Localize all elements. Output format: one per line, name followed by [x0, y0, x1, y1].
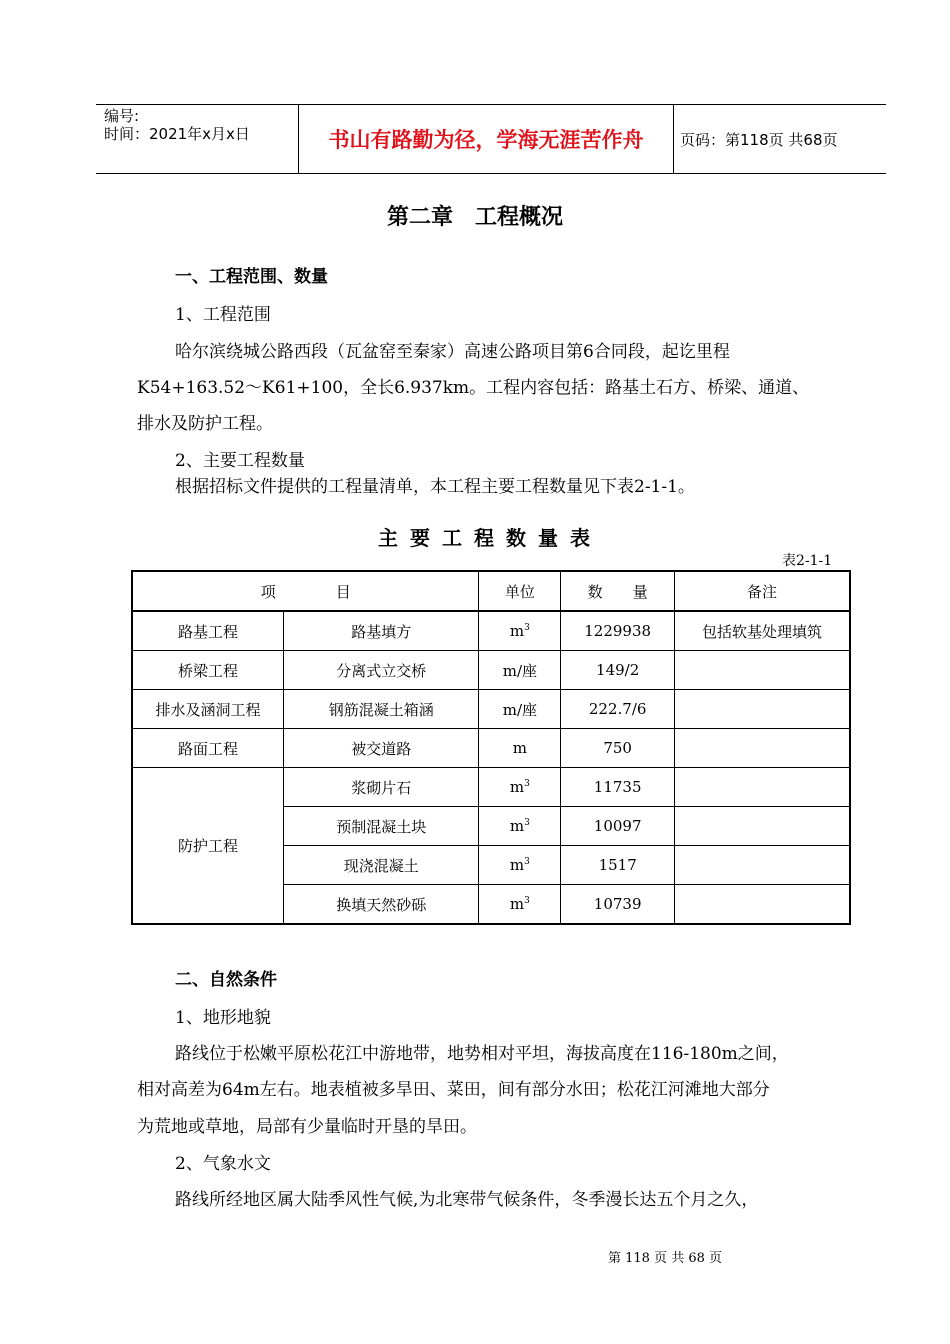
row-unit: $m^3$	[479, 807, 561, 846]
row-unit: $m^3$	[479, 768, 561, 807]
section-2-para1-line3: 为荒地或草地，局部有少量临时开垦的旱田。	[137, 1117, 477, 1137]
row-unit: $m^3$	[479, 846, 561, 885]
section-1-sub2-title: 2、主要工程数量	[175, 451, 305, 471]
section-2-sub1-title: 1、地形地貌	[175, 1008, 271, 1028]
row-unit: m/座	[479, 690, 561, 729]
serial-label: 编号:	[104, 107, 140, 125]
page-footer: 第 118 页 共 68 页	[607, 1251, 723, 1266]
row-category: 路基工程	[132, 611, 284, 651]
row-remark: 包括软基处理填筑	[675, 611, 850, 651]
header-motto: 书山有路勤为径，学海无涯苦作舟	[298, 105, 674, 173]
row-remark	[675, 729, 850, 768]
table-row	[132, 611, 850, 651]
table-row	[132, 651, 850, 690]
quantity-table	[131, 570, 851, 925]
row-remark	[675, 846, 850, 885]
section-2-sub2-title: 2、气象水文	[175, 1154, 271, 1174]
table-header-row	[132, 571, 850, 611]
row-name: 现浇混凝土	[284, 846, 479, 885]
protection-category: 防护工程	[132, 768, 284, 925]
table-row	[132, 729, 850, 768]
table-row	[132, 768, 850, 807]
header-item: 项 目	[132, 571, 479, 611]
header-page-info: 页码：第118页 共68页	[680, 131, 838, 149]
row-category: 路面工程	[132, 729, 284, 768]
row-name: 路基填方	[284, 611, 479, 651]
table-number: 表2-1-1	[782, 553, 833, 569]
section-2-title: 二、自然条件	[175, 970, 277, 990]
row-name: 浆砌片石	[284, 768, 479, 807]
section-1-title: 一、工程范围、数量	[175, 267, 328, 287]
row-unit: $m^3$	[479, 885, 561, 925]
row-qty: 222.7/6	[561, 690, 675, 729]
header-remark: 备注	[675, 571, 850, 611]
row-remark	[675, 651, 850, 690]
table-title: 主要工程数量表	[378, 526, 602, 550]
row-qty: 11735	[561, 768, 675, 807]
row-category: 桥梁工程	[132, 651, 284, 690]
row-unit: $m^3$	[479, 611, 561, 651]
row-qty: 149/2	[561, 651, 675, 690]
row-qty: 750	[561, 729, 675, 768]
row-name: 钢筋混凝土箱涵	[284, 690, 479, 729]
header-qty: 数 量	[561, 571, 675, 611]
row-name: 预制混凝土块	[284, 807, 479, 846]
section-1-para1-line3: 排水及防护工程。	[137, 414, 273, 434]
row-remark	[675, 690, 850, 729]
row-qty: 1229938	[561, 611, 675, 651]
table-row	[132, 690, 850, 729]
section-1-para1-line1: 哈尔滨绕城公路西段（瓦盆窑至秦家）高速公路项目第6合同段，起讫里程	[175, 342, 730, 362]
row-name: 换填天然砂砾	[284, 885, 479, 925]
section-1-sub1-title: 1、工程范围	[175, 305, 271, 325]
row-unit: m	[479, 729, 561, 768]
row-qty: 10097	[561, 807, 675, 846]
row-remark	[675, 768, 850, 807]
section-2-para1-line1: 路线位于松嫩平原松花江中游地带，地势相对平坦，海拔高度在116-180m之间，	[175, 1044, 789, 1064]
row-name: 被交道路	[284, 729, 479, 768]
row-unit: m/座	[479, 651, 561, 690]
chapter-title: 第二章 工程概况	[386, 205, 563, 230]
section-2-para2: 路线所经地区属大陆季风性气候,为北寒带气候条件，冬季漫长达五个月之久，	[175, 1190, 759, 1210]
row-remark	[675, 885, 850, 925]
row-category: 排水及涵洞工程	[132, 690, 284, 729]
row-qty: 10739	[561, 885, 675, 925]
header-meta	[104, 107, 250, 143]
section-1-para2: 根据招标文件提供的工程量清单，本工程主要工程数量见下表2-1-1。	[175, 477, 695, 497]
row-qty: 1517	[561, 846, 675, 885]
time-label: 时间：2021年x月x日	[104, 125, 250, 143]
section-2-para1-line2: 相对高差为64m左右。地表植被多旱田、菜田，间有部分水田；松花江河滩地大部分	[137, 1080, 770, 1100]
section-1-para1-line2: K54+163.52～K61+100，全长6.937km。工程内容包括：路基土石方、桥梁、通道、	[137, 378, 810, 398]
header-unit: 单位	[479, 571, 561, 611]
row-name: 分离式立交桥	[284, 651, 479, 690]
page-header	[96, 104, 886, 174]
row-remark	[675, 807, 850, 846]
